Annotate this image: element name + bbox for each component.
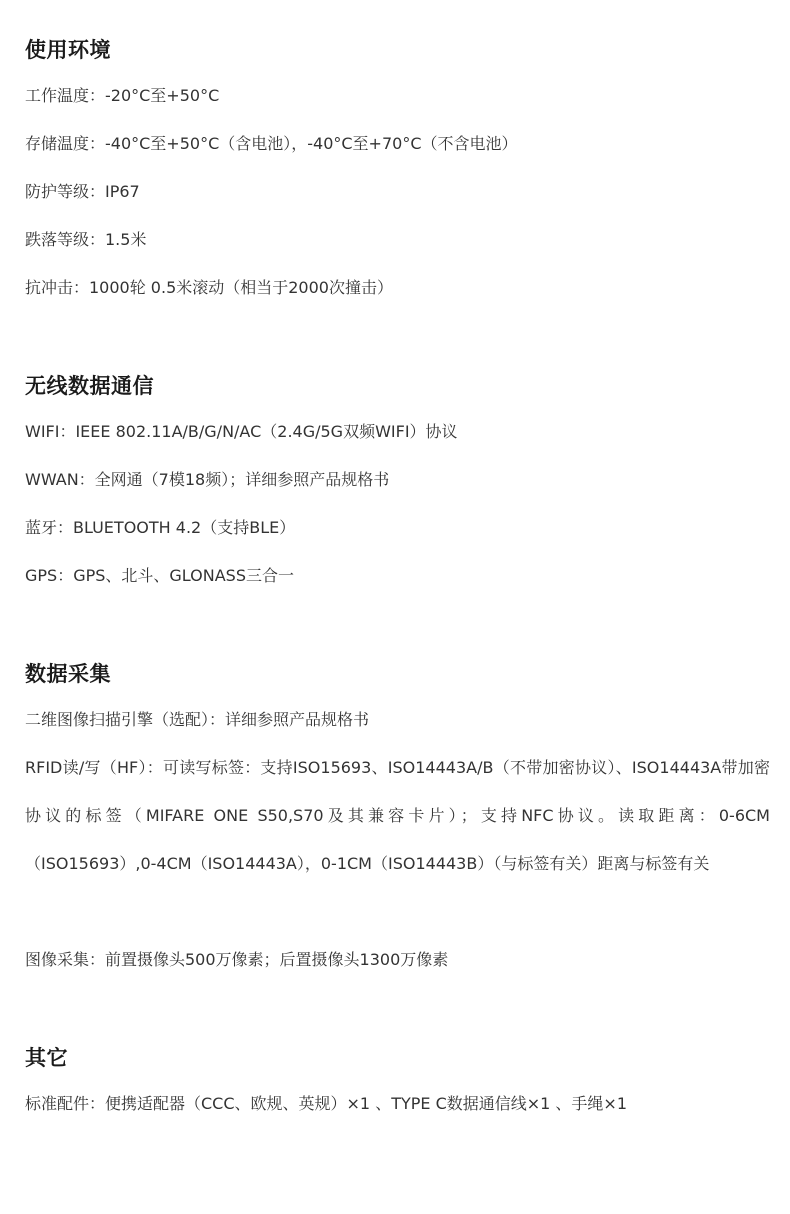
spec-line: 防护等级：IP67 [25, 182, 140, 201]
section-title: 数据采集 [25, 662, 111, 686]
spec-line: GPS：GPS、北斗、GLONASS三合一 [25, 566, 294, 585]
spec-line: 图像采集：前置摄像头500万像素；后置摄像头1300万像素 [25, 950, 449, 969]
spec-line: 工作温度：-20°C至+50°C [25, 86, 220, 105]
spec-line: 蓝牙：BLUETOOTH 4.2（支持BLE） [25, 518, 296, 537]
section-title: 无线数据通信 [25, 374, 154, 398]
section-title: 其它 [25, 1046, 68, 1070]
spec-line: 标准配件：便携适配器（CCC、欧规、英规）×1 、TYPE C数据通信线×1 、手绳×1 [25, 1094, 628, 1113]
rfid-paragraph: RFID读/写（HF）：可读写标签：支持ISO15693、ISO14443A/B（不带加密协议）、ISO14443A带加密协议的标签（MIFARE ONE S50,S70及其兼容卡片）；支持NFC协议。读取距离：0-6CM （ISO15693）,0-4CM（ISO14443A），0-1CM（ISO14443B）（与标签有关）距离与标签有关 [25, 758, 770, 873]
spec-line: WIFI：IEEE 802.11A/B/G/N/AC（2.4G/5G双频WIFI）协议 [25, 422, 458, 441]
spec-line: 跌落等级：1.5米 [25, 230, 147, 249]
section-data-capture [25, 660, 770, 688]
section-title: 使用环境 [25, 38, 111, 62]
spec-line: 抗冲击：1000轮 0.5米滚动（相当于2000次撞击） [25, 278, 393, 297]
spec-line: 存储温度：-40°C至+50°C（含电池），-40°C至+70°C（不含电池） [25, 134, 518, 153]
spec-line: WWAN：全网通（7模18频）；详细参照产品规格书 [25, 470, 390, 489]
section-environment [25, 36, 770, 64]
section-wireless [25, 372, 770, 400]
section-other [25, 1044, 770, 1072]
spec-line: 二维图像扫描引擎（选配）：详细参照产品规格书 [25, 710, 370, 729]
